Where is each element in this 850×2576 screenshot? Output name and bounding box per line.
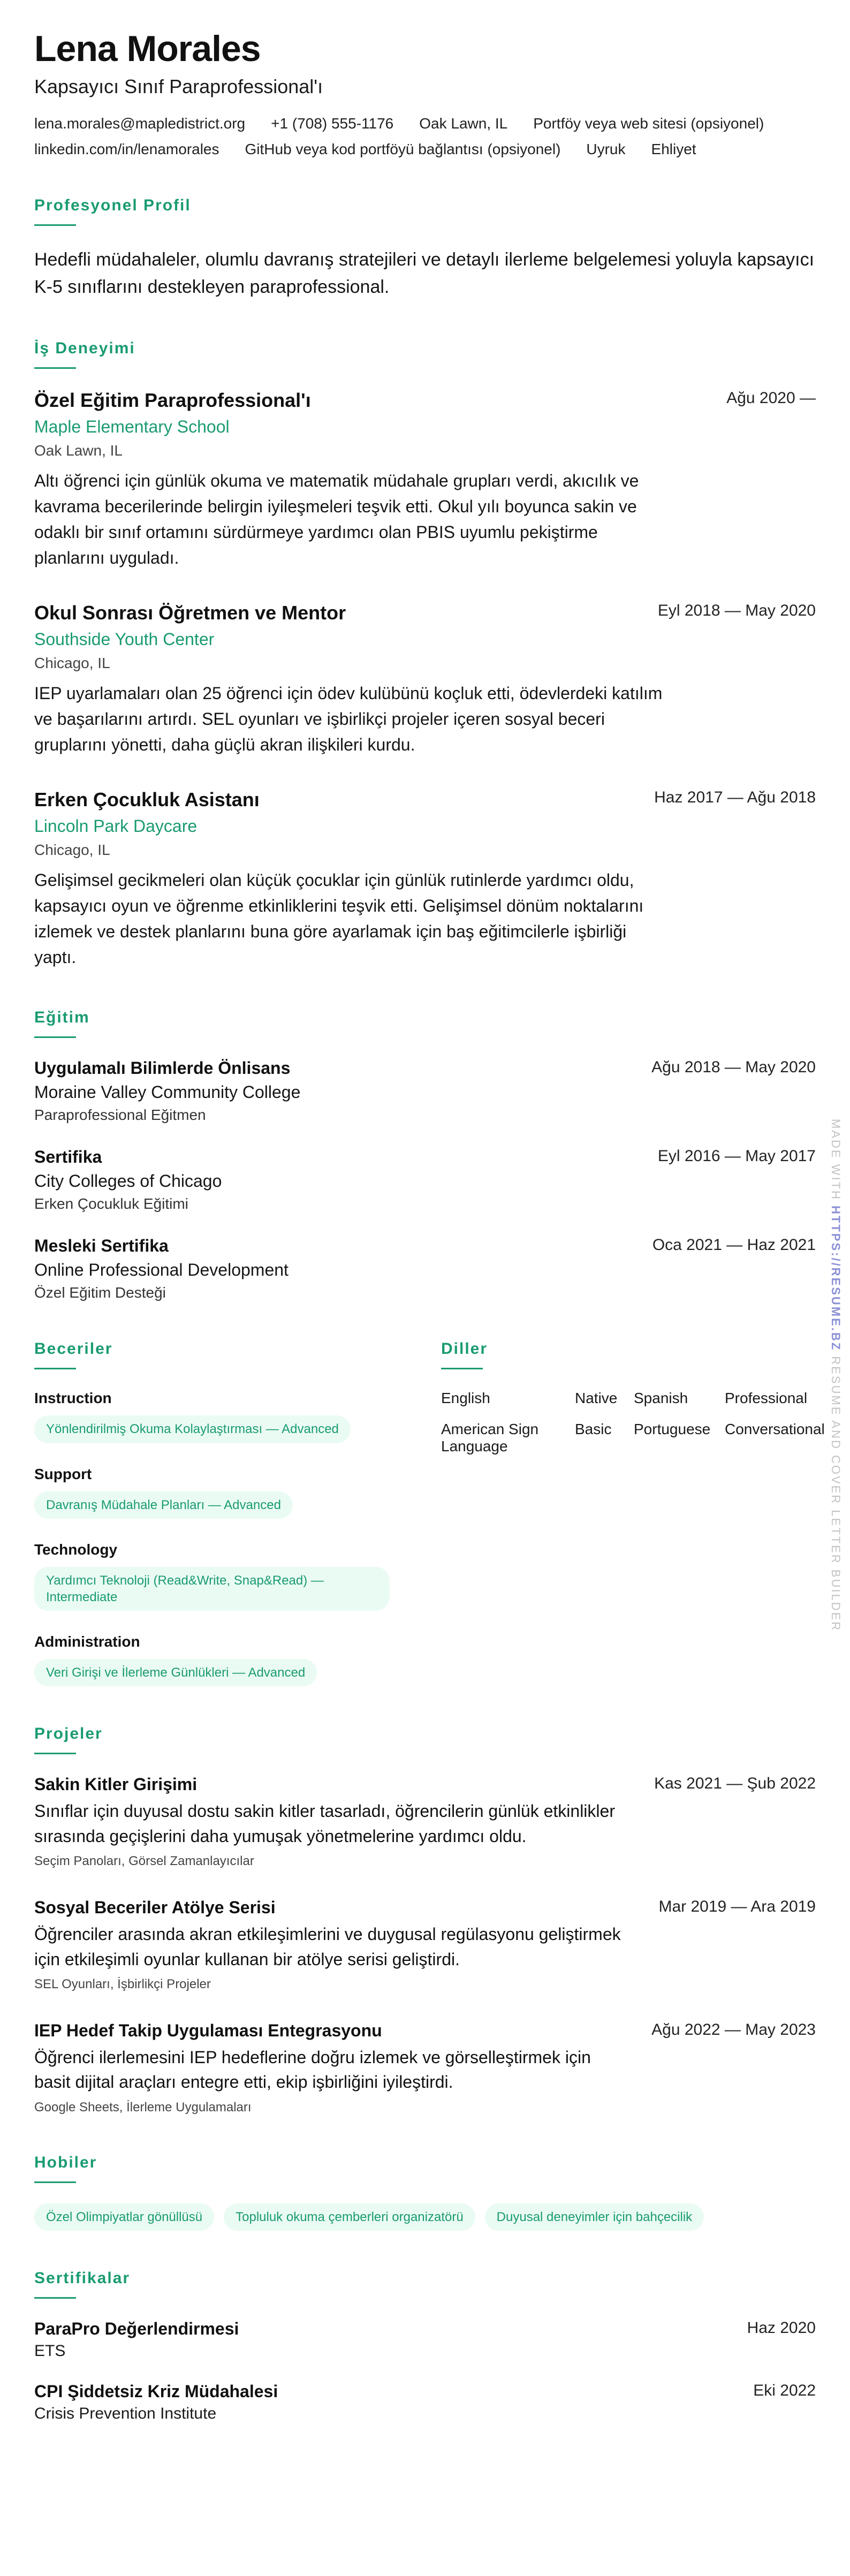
education-date: Eyl 2016 — May 2017	[657, 1147, 816, 1165]
education-institution: Online Professional Development	[34, 1260, 289, 1280]
contact-github[interactable]: GitHub veya kod portföyü bağlantısı (opsiyonel)	[245, 141, 561, 158]
job-description: IEP uyarlamaları olan 25 öğrenci için ödev kulübünü koçluk etti, ödevlerdeki katılım ve başarılarını artırdı. SEL oyunları ve işbirlikçi projeler içeren sosyal beceri gruplarını yönetti, daha güçlü akran ilişkileri kurdu.	[34, 684, 663, 755]
language-level: Professional	[725, 1390, 808, 1407]
section-title-languages: Diller	[441, 1340, 488, 1358]
hobby-list	[34, 2203, 816, 2231]
hobby-tag: Özel Olimpiyatlar gönüllüsü	[34, 2203, 214, 2231]
education-institution: Moraine Valley Community College	[34, 1082, 301, 1102]
credit-prefix: MADE WITH	[829, 1119, 843, 1201]
language-level: Native	[575, 1390, 618, 1407]
section-title-education: Eğitim	[34, 1009, 90, 1027]
languages-grid	[441, 1390, 825, 1455]
education-item	[34, 1236, 816, 1301]
job-company: Lincoln Park Daycare	[34, 816, 198, 836]
section-divider	[34, 2297, 76, 2299]
education-item	[34, 1147, 816, 1213]
language-name: American Sign Language	[441, 1421, 539, 1455]
project-item	[34, 1775, 816, 1869]
candidate-role: Kapsayıcı Sınıf Paraprofessional'ı	[34, 75, 323, 98]
job-company: Maple Elementary School	[34, 417, 230, 437]
certification-date: Eki 2022	[753, 2381, 816, 2399]
skill-group	[34, 1633, 409, 1686]
credit-suffix: RESUME AND COVER LETTER BUILDER	[829, 1356, 843, 1632]
projects-section	[34, 1725, 816, 2115]
job-date: Haz 2017 — Ağu 2018	[654, 789, 816, 807]
job-description: Altı öğrenci için günlük okuma ve matematik müdahale grupları verdi, akıcılık ve kavrama becerilerinde belirgin iyileşmeleri teşvik etti. Okul yılı boyunca sakin ve odaklı bir sınıf ortamını sürdürmeye yardımcı olan PBIS uyumlu pekiştirme planlarını uyguladı.	[34, 471, 639, 568]
contact-portfolio[interactable]: Portföy veya web sitesi (opsiyonel)	[533, 115, 764, 132]
skill-group-name: Instruction	[34, 1390, 112, 1407]
job-title: Özel Eğitim Paraprofessional'ı	[34, 389, 311, 412]
certification-item	[34, 2319, 816, 2360]
profile-summary: Hedefli müdahaleler, olumlu davranış stratejileri ve detaylı ilerleme belgelemesi yoluyla kapsayıcı K-5 sınıflarını destekleyen paraprofessional.	[34, 249, 815, 298]
job-date: Eyl 2018 — May 2020	[657, 602, 816, 620]
languages-column	[441, 1340, 825, 1686]
experience-item	[34, 789, 816, 970]
project-description: Öğrenciler arasında akran etkileşimlerini ve duygusal regülasyonu geliştirmek için etkileşimli oyunlar kullanan bir atölye serisi geliştirdi.	[34, 1925, 621, 1969]
contact-nationality: Uyruk	[586, 141, 626, 158]
education-date: Oca 2021 — Haz 2021	[652, 1236, 816, 1254]
skill-tag: Yardımcı Teknoloji (Read&Write, Snap&Read) — Intermediate	[34, 1567, 390, 1611]
section-divider	[441, 1368, 483, 1369]
section-title-hobbies: Hobiler	[34, 2153, 97, 2171]
hobbies-section	[34, 2154, 816, 2231]
education-degree: Sertifika	[34, 1147, 102, 1167]
builder-credit	[828, 1119, 843, 1632]
project-item	[34, 2021, 816, 2115]
profile-section	[34, 196, 816, 301]
language-name: Portuguese	[634, 1421, 711, 1438]
certification-issuer: ETS	[34, 2342, 66, 2360]
certifications-section	[34, 2269, 816, 2423]
section-divider	[34, 1036, 76, 1038]
contact-linkedin[interactable]: linkedin.com/in/lenamorales	[34, 141, 219, 158]
language-level: Basic	[575, 1421, 612, 1438]
job-title: Okul Sonrası Öğretmen ve Mentor	[34, 602, 346, 624]
project-tools: SEL Oyunları, İşbirlikçi Projeler	[34, 1976, 211, 1991]
project-title: Sakin Kitler Girişimi	[34, 1775, 198, 1794]
job-date: Ağu 2020 —	[726, 389, 816, 407]
skills-languages-section	[34, 1340, 825, 1686]
section-divider	[34, 2181, 76, 2183]
section-title-projects: Projeler	[34, 1725, 103, 1743]
language-name: English	[441, 1390, 490, 1407]
skill-tag: Davranış Müdahale Planları — Advanced	[34, 1491, 293, 1519]
section-divider	[34, 224, 76, 226]
education-field: Erken Çocukluk Eğitimi	[34, 1195, 188, 1213]
experience-section	[34, 339, 816, 970]
job-location: Chicago, IL	[34, 842, 110, 859]
project-title: Sosyal Beceriler Atölye Serisi	[34, 1898, 276, 1918]
education-degree: Mesleki Sertifika	[34, 1236, 169, 1256]
hobby-tag: Duyusal deneyimler için bahçecilik	[485, 2203, 704, 2231]
contact-phone[interactable]: +1 (708) 555-1176	[271, 115, 394, 132]
certification-name: CPI Şiddetsiz Kriz Müdahalesi	[34, 2381, 278, 2401]
skill-group	[34, 1541, 409, 1611]
skill-group	[34, 1390, 409, 1443]
project-description: Sınıflar için duyusal dostu sakin kitler tasarladı, öğrencilerin günlük etkinlikler sırasında geçişlerini daha yumuşak yönetmelerine yardımcı oldu.	[34, 1801, 615, 1846]
education-date: Ağu 2018 — May 2020	[651, 1058, 816, 1077]
section-title-certifications: Sertifikalar	[34, 2269, 131, 2287]
section-title-profile: Profesyonel Profil	[34, 196, 191, 215]
education-section	[34, 1009, 816, 1301]
contact-email[interactable]: lena.morales@mapledistrict.org	[34, 115, 246, 132]
education-institution: City Colleges of Chicago	[34, 1171, 222, 1191]
skill-tag: Yönlendirilmiş Okuma Kolaylaştırması — Advanced	[34, 1415, 351, 1443]
skills-column	[34, 1340, 409, 1686]
experience-item	[34, 602, 816, 757]
project-date: Ağu 2022 — May 2023	[651, 2020, 816, 2039]
section-divider	[34, 1368, 76, 1369]
skill-tag: Veri Girişi ve İlerleme Günlükleri — Advanced	[34, 1659, 317, 1686]
skill-group-name: Administration	[34, 1633, 140, 1650]
resume-page	[34, 28, 825, 2444]
section-title-experience: İş Deneyimi	[34, 339, 135, 358]
project-date: Mar 2019 — Ara 2019	[658, 1898, 816, 1916]
education-degree: Uygulamalı Bilimlerde Önlisans	[34, 1058, 291, 1078]
project-tools: Google Sheets, İlerleme Uygulamaları	[34, 2100, 252, 2115]
education-field: Paraprofessional Eğitmen	[34, 1107, 206, 1124]
project-description: Öğrenci ilerlemesini IEP hedeflerine doğru izlemek ve görselleştirmek için basit dijital araçları entegre etti, ekip işbirliğini iyileştirdi.	[34, 2047, 591, 2092]
credit-link[interactable]: HTTPS://RESUME.BZ	[829, 1206, 843, 1352]
project-tools: Seçim Panoları, Görsel Zamanlayıcılar	[34, 1854, 254, 1869]
project-title: IEP Hedef Takip Uygulaması Entegrasyonu	[34, 2020, 382, 2040]
language-name: Spanish	[634, 1390, 688, 1407]
job-company: Southside Youth Center	[34, 630, 215, 649]
project-date: Kas 2021 — Şub 2022	[654, 1775, 816, 1793]
job-description: Gelişimsel gecikmeleri olan küçük çocuklar için günlük rutinlerde yardımcı oldu, kapsayıcı oyun ve öğrenme etkinliklerini teşvik etti. Gelişimsel dönüm noktalarını izlemek ve destek planlarını buna göre ayarlamak için baş eğitimcilerle işbirliği yaptı.	[34, 870, 644, 967]
job-location: Chicago, IL	[34, 655, 110, 672]
contact-row-1	[34, 115, 816, 132]
section-divider	[34, 367, 76, 369]
skill-group-name: Technology	[34, 1541, 118, 1558]
education-item	[34, 1058, 816, 1124]
education-field: Özel Eğitim Desteği	[34, 1284, 166, 1301]
section-divider	[34, 1753, 76, 1754]
certification-item	[34, 2382, 816, 2423]
skill-group-name: Support	[34, 1465, 92, 1482]
language-level: Conversational	[725, 1421, 825, 1438]
hobby-tag: Topluluk okuma çemberleri organizatörü	[224, 2203, 475, 2231]
certification-name: ParaPro Değerlendirmesi	[34, 2319, 239, 2338]
skill-group	[34, 1466, 409, 1519]
contact-location: Oak Lawn, IL	[419, 115, 508, 132]
job-title: Erken Çocukluk Asistanı	[34, 789, 260, 811]
certification-date: Haz 2020	[747, 2319, 816, 2337]
experience-item	[34, 389, 816, 571]
job-location: Oak Lawn, IL	[34, 442, 123, 459]
certification-issuer: Crisis Prevention Institute	[34, 2404, 217, 2422]
contact-license: Ehliyet	[651, 141, 696, 158]
section-title-skills: Beceriler	[34, 1340, 113, 1358]
candidate-name: Lena Morales	[34, 28, 261, 69]
contact-row-2	[34, 141, 816, 158]
project-item	[34, 1898, 816, 1992]
